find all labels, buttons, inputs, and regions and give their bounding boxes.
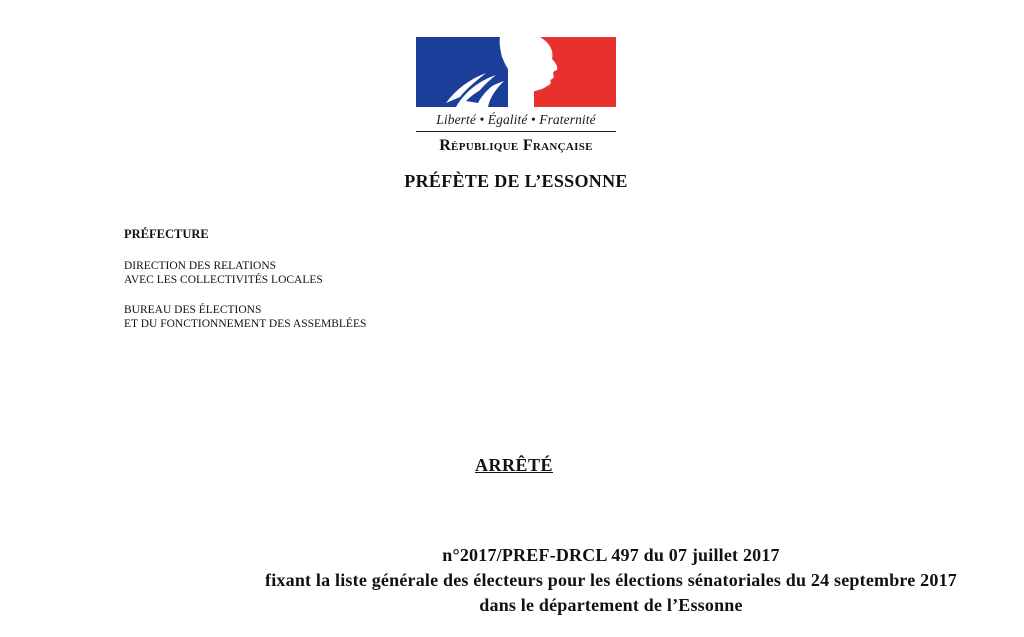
document-type-heading: ARRÊTÉ [474,455,553,475]
republic-motto: Liberté • Égalité • Fraternité [436,112,596,127]
prefecture-title: PRÉFÈTE DE L’ESSONNE [404,171,628,191]
decree-subject-line-1: fixant la liste générale des électeurs pour les élections sénatoriales du 24 septembre 2017 [265,570,957,590]
direction-line-1: DIRECTION DES RELATIONS [124,260,277,272]
service-direction [124,259,323,287]
flag-blue-band [416,37,508,107]
decree-number: n°2017/PREF-DRCL 497 du 07 juillet 2017 [442,545,780,565]
service-bureau [124,303,366,331]
marianne-logo [416,37,616,107]
direction-line-2: AVEC LES COLLECTIVITÉS LOCALES [124,274,323,286]
motto-divider [416,131,616,132]
decree-block [0,543,1024,618]
service-unit: PRÉFECTURE [124,227,209,241]
bureau-line-2: ET DU FONCTIONNEMENT DES ASSEMBLÉES [124,318,367,330]
republic-name: République Française [439,137,593,154]
decree-subject-line-2: dans le département de l’Essonne [479,595,743,615]
bureau-line-1: BUREAU DES ÉLECTIONS [124,304,262,316]
